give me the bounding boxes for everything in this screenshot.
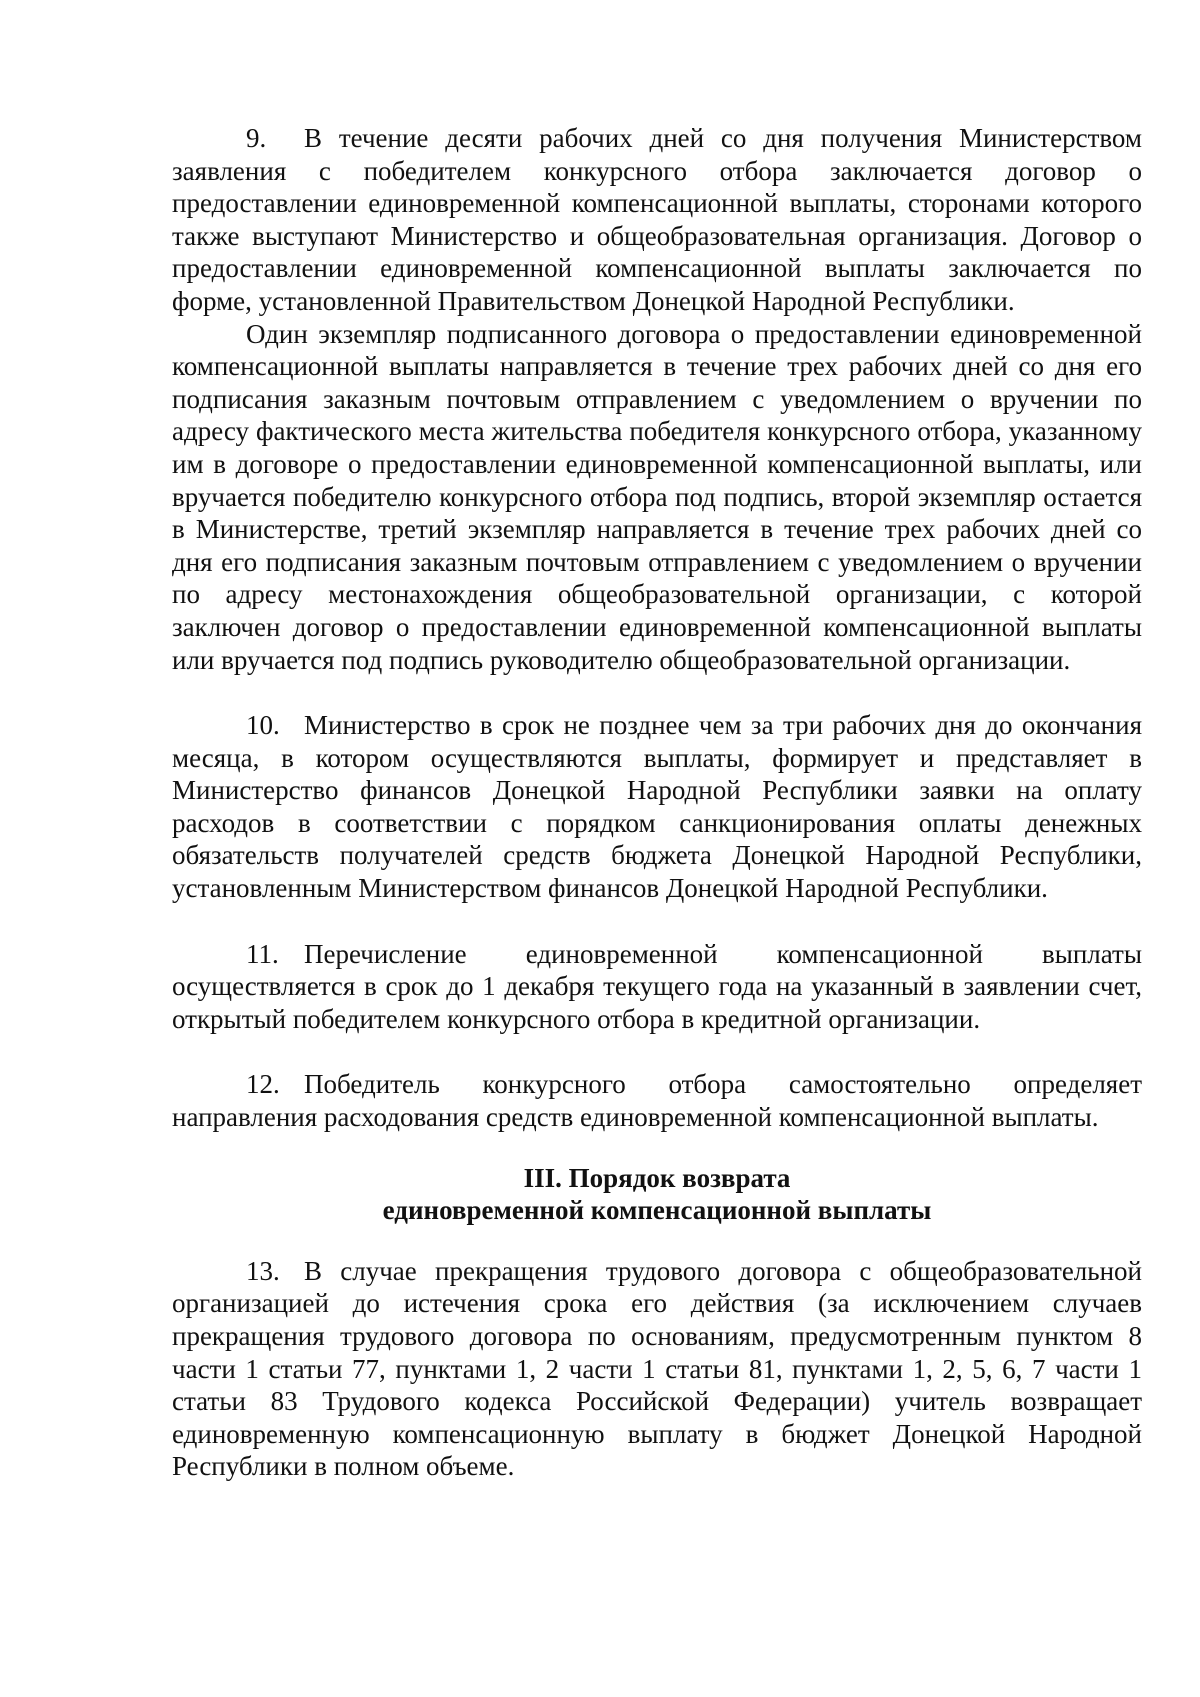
- paragraph-13: [172, 1255, 1142, 1483]
- paragraph-11-number: 11.: [246, 938, 279, 969]
- paragraph-9: [172, 122, 1142, 318]
- paragraph-12: [172, 1068, 1142, 1133]
- paragraph-9-continuation-text: Один экземпляр подписанного договора о предоставлении единовременной компенсационной выплаты направляется в течение трех рабочих дней со дня его подписания заказным почтовым отправлением с уведомлением о вручении по адресу фактического места жительства победителя конкурсного отбора, указанному им в договоре о предоставлении единовременной компенсационной выплаты, или вручается победителю конкурсного отбора под подпись, второй экземпляр остается в Министерстве, третий экземпляр направляется в течение трех рабочих дней со дня его подписания заказным почтовым отправлением с уведомлением о вручении по адресу местонахождения общеобразовательной организации, с которой заключен договор о предоставлении единовременной компенсационной выплаты или вручается под подпись руководителю общеобразовательной организации.: [172, 318, 1142, 675]
- paragraph-9-text: В течение десяти рабочих дней со дня получения Министерством заявления с победителем конкурсного отбора заключается договор о предоставлении единовременной компенсационной выплаты, сторонами которого также выступают Министерство и общеобразовательная организация. Договор о предоставлении единовременной компенсационной выплаты заключается по форме, установленной Правительством Донецкой Народной Республики.: [172, 123, 1142, 316]
- paragraph-10-number: 10.: [246, 710, 280, 741]
- paragraph-spacer: [172, 676, 1142, 709]
- paragraph-9-number: 9.: [246, 123, 267, 153]
- section-3-heading: [172, 1162, 1142, 1227]
- paragraph-11: [172, 938, 1142, 1036]
- paragraph-spacer: [172, 1035, 1142, 1068]
- paragraph-9-continuation: [172, 318, 1142, 677]
- document-page: [172, 122, 1142, 1483]
- paragraph-13-text: В случае прекращения трудового договора с общеобразовательной организацией до истечения срока его действия (за исключением случаев прекращения трудового договора по основаниям, предусмотренным пунктом 8 части 1 статьи 77, пунктами 1, 2 части 1 статьи 81, пунктами 1, 2, 5, 6, 7 части 1 статьи 83 Трудового кодекса Российской Федерации) учитель возвращает единовременную компенсационную выплату в бюджет Донецкой Народной Республики в полном объеме.: [172, 1255, 1142, 1482]
- paragraph-13-number: 13.: [246, 1255, 280, 1286]
- paragraph-spacer: [172, 905, 1142, 938]
- paragraph-12-text: Победитель конкурсного отбора самостоятельно определяет направления расходования средств единовременной компенсационной выплаты.: [172, 1069, 1142, 1133]
- paragraph-11-text: Перечисление единовременной компенсационной выплаты осуществляется в срок до 1 декабря текущего года на указанный в заявлении счет, открытый победителем конкурсного отбора в кредитной организации.: [172, 938, 1142, 1034]
- paragraph-12-number: 12.: [246, 1069, 280, 1100]
- section-3-title-line-1: III. Порядок возврата: [523, 1162, 791, 1193]
- section-3-title-line-2: единовременной компенсационной выплаты: [382, 1195, 932, 1226]
- paragraph-10: [172, 709, 1142, 905]
- paragraph-10-text: Министерство в срок не позднее чем за три рабочих дня до окончания месяца, в котором осуществляются выплаты, формирует и представляет в Министерство финансов Донецкой Народной Республики заявки на оплату расходов в соответствии с порядком санкционирования оплаты денежных обязательств получателей средств бюджета Донецкой Народной Республики, установленным Министерством финансов Донецкой Народной Республики.: [172, 710, 1142, 904]
